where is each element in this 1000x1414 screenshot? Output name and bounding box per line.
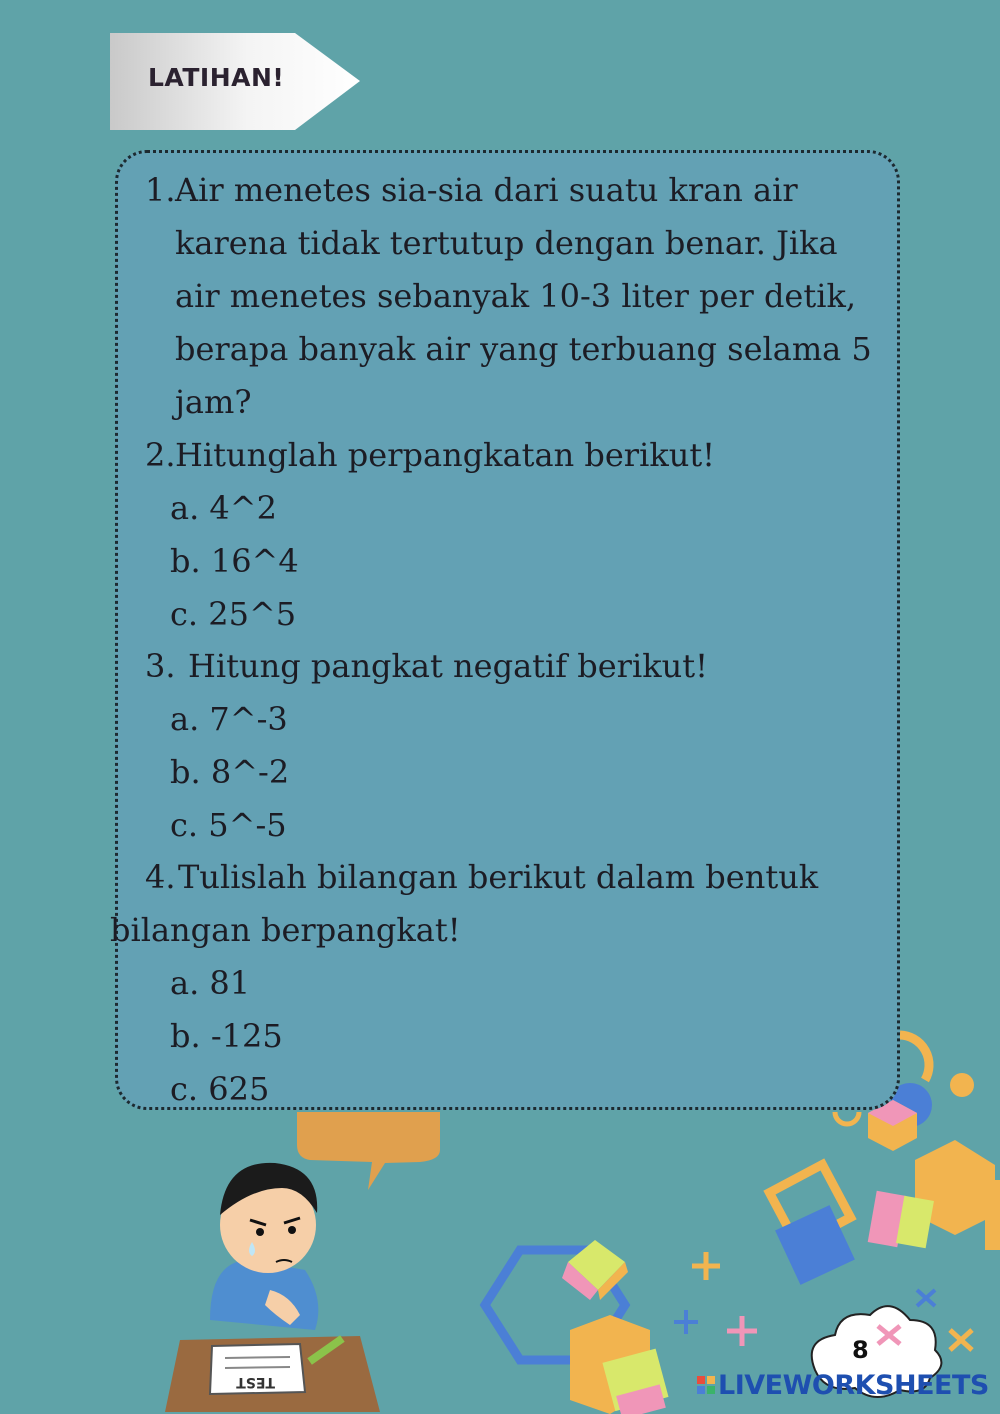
question-2-item-c: c. 25^5 xyxy=(170,595,297,633)
question-4-item-c: c. 625 xyxy=(170,1070,270,1108)
question-3-item-c: c. 5^-5 xyxy=(170,806,287,844)
question-1-line-5: jam? xyxy=(175,383,252,421)
question-3-item-a: a. 7^-3 xyxy=(170,700,288,738)
question-4-item-b: b. -125 xyxy=(170,1017,283,1055)
question-3-number: 3. xyxy=(145,647,176,685)
question-1-line-4: berapa banyak air yang terbuang selama 5 xyxy=(175,330,872,368)
question-4-text-continued: bilangan berpangkat! xyxy=(110,911,461,949)
question-2-item-b: b. 16^4 xyxy=(170,542,299,580)
question-4-number: 4. xyxy=(145,858,176,896)
question-4-text: Tulislah bilangan berikut dalam bentuk xyxy=(178,858,819,896)
paper-label: TEST xyxy=(236,1374,275,1390)
question-4-item-a: a. 81 xyxy=(170,964,251,1002)
liveworksheets-logo[interactable]: LIVEWORKSHEETS xyxy=(718,1370,989,1401)
question-1-number: 1. xyxy=(145,171,176,209)
question-2-number: 2. xyxy=(145,436,176,474)
question-1-line-3: air menetes sebanyak 10-3 liter per detik, xyxy=(175,277,857,315)
question-2-item-a: a. 4^2 xyxy=(170,489,277,527)
question-3-text: Hitung pangkat negatif berikut! xyxy=(188,647,708,685)
question-1-line-2: karena tidak tertutup dengan benar. Jika xyxy=(175,224,838,262)
question-2-text: Hitunglah perpangkatan berikut! xyxy=(175,436,716,474)
question-3-item-b: b. 8^-2 xyxy=(170,753,290,791)
banner-title: LATIHAN! xyxy=(148,63,285,92)
page-number: 8 xyxy=(852,1336,869,1364)
question-1-line-1: Air menetes sia-sia dari suatu kran air xyxy=(175,171,798,209)
